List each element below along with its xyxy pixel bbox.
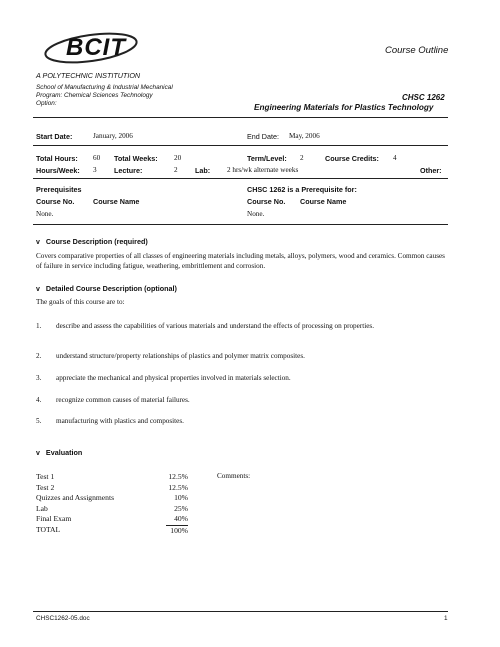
total-weeks-label: Total Weeks: xyxy=(114,154,158,163)
section-bullet-icon: v xyxy=(36,450,40,457)
evaluation-heading: v Evaluation xyxy=(36,448,83,457)
lecture-label: Lecture: xyxy=(114,166,143,175)
logo-text: BCIT xyxy=(66,34,126,61)
school-name: School of Manufacturing & Industrial Mechanical xyxy=(36,84,173,91)
eval-item: Final Exam xyxy=(36,514,72,523)
eval-weight: 100% xyxy=(170,525,188,535)
prereq-course-no-header: Course No. xyxy=(36,197,75,206)
prereq-for-course-no-header: Course No. xyxy=(247,197,286,206)
course-credits-value: 4 xyxy=(393,154,397,162)
table-row xyxy=(36,504,188,515)
comments-label: Comments: xyxy=(217,472,251,480)
eval-item: TOTAL xyxy=(36,525,61,534)
goal-number: 2. xyxy=(36,352,42,360)
section-bullet-icon: v xyxy=(36,286,40,293)
course-credits-label: Course Credits: xyxy=(325,154,379,163)
course-title: Engineering Materials for Plastics Technology xyxy=(254,103,434,112)
lab-value: 2 hrs/wk alternate weeks xyxy=(227,166,299,174)
table-row xyxy=(36,514,188,525)
goal-number: 1. xyxy=(36,322,42,330)
goal-item: 1. describe and assess the capabilities of various materials and understand the effects of processing on properties. xyxy=(36,322,375,330)
table-row xyxy=(36,483,188,494)
goal-item: 3. appreciate the mechanical and physical properties involved in materials selection. xyxy=(36,374,291,382)
term-level-label: Term/Level: xyxy=(247,154,287,163)
footer-page-number: 1 xyxy=(444,615,448,622)
divider-top xyxy=(33,117,448,118)
total-hours-label: Total Hours: xyxy=(36,154,78,163)
table-row xyxy=(36,525,188,536)
divider-footer xyxy=(33,611,448,612)
eval-item: Test 2 xyxy=(36,482,55,492)
goal-item: 5. manufacturing with plastics and composites. xyxy=(36,417,184,425)
section-bullet-icon: v xyxy=(36,239,40,246)
other-label: Other: xyxy=(420,166,442,175)
eval-item: Quizzes and Assignments xyxy=(36,493,115,502)
goal-item: 4. recognize common causes of material failures. xyxy=(36,396,190,404)
eval-weight: 10% xyxy=(174,493,188,502)
eval-item: Lab xyxy=(36,503,48,513)
eval-weight: 40% xyxy=(166,514,188,525)
eval-item: Test 1 xyxy=(36,472,55,481)
lab-label: Lab: xyxy=(195,166,211,175)
course-description-text: Covers comparative properties of all classes of engineering materials including metals, alloys, polymers, wood and ceramics. Common causes of failure in service including fatigue, weathering, embrittlement and corrosion. xyxy=(36,252,445,270)
logo-subtitle: A POLYTECHNIC INSTITUTION xyxy=(36,71,141,80)
goals-intro: The goals of this course are to: xyxy=(36,298,125,306)
end-date-label: End Date: xyxy=(247,132,279,141)
start-date-value: January, 2006 xyxy=(93,132,133,140)
divider-hours xyxy=(33,178,448,179)
evaluation-table xyxy=(36,472,188,536)
hours-week-value: 3 xyxy=(93,166,97,174)
prereq-for-course-name-header: Course Name xyxy=(300,197,347,206)
program-name: Program: Chemical Sciences Technology xyxy=(36,92,153,99)
bcit-logo xyxy=(36,28,146,68)
goal-item: 2. understand structure/property relationships of plastics and polymer matrix composites. xyxy=(36,352,305,360)
eval-weight: 12.5% xyxy=(168,482,188,492)
goal-number: 5. xyxy=(36,417,42,425)
divider-info xyxy=(33,145,448,146)
option-label: Option: xyxy=(36,100,57,107)
eval-weight: 25% xyxy=(174,503,188,513)
prereq-value: None. xyxy=(36,210,54,218)
total-hours-value: 60 xyxy=(93,154,101,162)
prerequisites-title: Prerequisites xyxy=(36,185,82,194)
course-description-heading: v Course Description (required) xyxy=(36,237,148,246)
lecture-value: 2 xyxy=(174,166,178,174)
table-row xyxy=(36,472,188,483)
divider-prereq xyxy=(33,224,448,225)
footer-filename: CHSC1262-05.doc xyxy=(36,615,90,622)
start-date-label: Start Date: xyxy=(36,132,73,141)
total-weeks-value: 20 xyxy=(174,154,182,162)
term-level-value: 2 xyxy=(300,154,304,162)
hours-week-label: Hours/Week: xyxy=(36,166,80,175)
prereq-for-value: None. xyxy=(247,210,265,218)
goal-number: 3. xyxy=(36,374,42,382)
course-code: CHSC 1262 xyxy=(402,93,445,102)
detailed-description-heading: v Detailed Course Description (optional) xyxy=(36,284,177,293)
end-date-value: May, 2006 xyxy=(289,132,320,140)
document-type: Course Outline xyxy=(385,45,449,56)
table-row xyxy=(36,493,188,504)
prereq-course-name-header: Course Name xyxy=(93,197,140,206)
goal-number: 4. xyxy=(36,396,42,404)
prerequisite-for-title: CHSC 1262 is a Prerequisite for: xyxy=(247,185,357,194)
eval-weight: 12.5% xyxy=(168,472,188,481)
